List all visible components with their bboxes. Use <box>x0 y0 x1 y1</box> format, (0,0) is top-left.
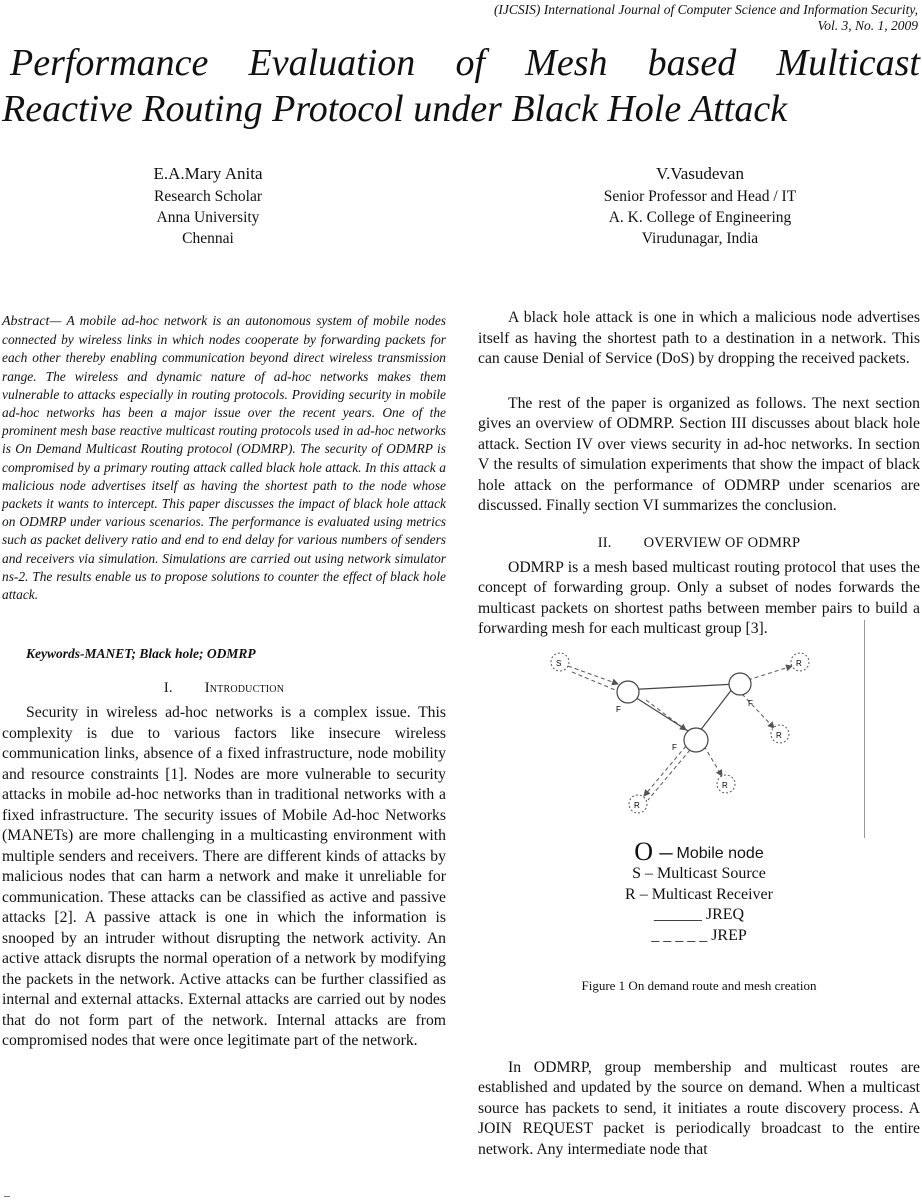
abstract <box>2 312 446 604</box>
author-org: Anna University <box>156 209 260 226</box>
title-line-1: Performance Evaluation of Mesh based Multicast <box>10 42 920 84</box>
author-location: Chennai <box>182 230 234 247</box>
node-label: F <box>748 698 753 708</box>
figure-caption: Figure 1 On demand route and mesh creation <box>581 977 817 993</box>
abstract-lead: Abstract <box>2 314 50 329</box>
footer-mark: – <box>4 1188 10 1202</box>
legend-receiver: R – Multicast Receiver <box>625 885 773 903</box>
jrep-link <box>568 666 618 684</box>
section-number: I. <box>163 680 173 697</box>
network-diagram <box>536 648 826 838</box>
author-role: Research Scholar <box>153 188 263 205</box>
paper-title <box>2 40 920 132</box>
author-block-1 <box>118 162 298 249</box>
left-column <box>2 308 446 1052</box>
jreq-link <box>696 684 736 736</box>
author-name: E.A.Mary Anita <box>153 164 263 183</box>
legend-jreq: ______ JREQ <box>653 906 745 923</box>
forwarding-node <box>729 673 751 695</box>
legend-mobile <box>478 836 920 866</box>
section-heading-overview <box>478 535 920 552</box>
author-role: Senior Professor and Head / IT <box>603 188 797 205</box>
jrep-link <box>748 666 792 680</box>
right-column <box>478 308 920 1160</box>
node-label: S <box>556 658 562 668</box>
black-hole-paragraph: A black hole attack is one in which a malicious node advertises itself as having the shortest path to a destination in a network. This can cause Denial of Service (DoS) by dropping the received packets. <box>478 309 920 367</box>
jrep-link <box>648 750 690 800</box>
keywords: Keywords-MANET; Black hole; ODMRP <box>26 646 256 662</box>
forwarding-node <box>617 681 639 703</box>
node-label: R <box>776 730 782 740</box>
node-label: R <box>722 780 728 790</box>
jrep-link <box>704 746 722 776</box>
jrep-link <box>742 694 774 728</box>
author-location: Virudunagar, India <box>641 230 759 247</box>
abstract-dash: — <box>49 313 62 328</box>
route-discovery-paragraph: In ODMRP, group membership and multicast routes are established and updated by the source on demand. When a multicast source has packets to send, it initiates a route discovery process. A JOIN REQUEST packet is periodically broadcast to the entire network. Any intermediate node that <box>478 1058 920 1158</box>
author-org: A. K. College of Engineering <box>608 209 792 226</box>
figure-border <box>864 620 865 838</box>
node-label: F <box>672 742 677 752</box>
legend-symbol: O – <box>634 836 673 866</box>
legend-source: S – Multicast Source <box>632 865 766 882</box>
jreq-link <box>624 684 736 690</box>
abstract-text: A mobile ad-hoc network is an autonomous system of mobile nodes connected by wireless links in which nodes cooperate by forwarding packets for each other thereby enabling communication beyond direct wireless transmission range. The wireless and dynamic nature of ad-hoc networks makes them vulnerable to attacks especially in routing protocols. Providing security in mobile ad-hoc networks has been a major issue over the recent years. One of the prominent mesh base reactive multicast routing protocols used in ad-hoc networks is On Demand Multicast Routing protocol (ODMRP). The security of ODMRP is compromised by a primary routing attack called black hole attack. In this attack a malicious node advertises itself as having the shortest path to the node whose packets it wants to intercept. This paper discusses the impact of black hole attack on ODMRP under various scenarios. The performance is evaluated using metrics such as packet delivery ratio and end to end delay for various numbers of senders and receivers via simulation. Simulations are carried out using network simulator ns-2. The results enable us to propose solutions to counter the effect of black hole attack. <box>2 313 446 603</box>
title-line-2: Reactive Routing Protocol under Black Hole Attack <box>2 88 788 130</box>
node-label: R <box>796 658 802 668</box>
organization-paragraph: The rest of the paper is organized as follows. The next section gives an overview of ODMRP. Section III discusses about black hole attack. Section IV over views security in ad-hoc networks. In section V the results of simulation experiments that show the impact of black hole attack on the performance of ODMRP under scenarios are discussed. Finally section VI summarizes the conclusion. <box>478 394 920 514</box>
journal-header <box>318 2 918 34</box>
odmrp-paragraph: ODMRP is a mesh based multicast routing protocol that uses the concept of forwarding group. Only a subset of nodes forwards the multicast packets on shortest paths between member pairs to build a forwarding mesh for each multicast group [3]. <box>478 558 920 637</box>
section-number: II. <box>597 534 612 551</box>
figure-legend <box>478 836 920 947</box>
author-name: V.Vasudevan <box>656 164 744 183</box>
section-title: OVERVIEW OF ODMRP <box>643 534 801 551</box>
jrep-link <box>646 700 686 730</box>
section-title: Introduction <box>204 680 285 697</box>
legend-mobile-label: Mobile node <box>676 844 764 862</box>
jrep-link <box>572 672 620 692</box>
node-label: R <box>634 800 640 810</box>
author-block-2 <box>550 162 850 249</box>
forwarding-node <box>684 728 708 752</box>
node-label: F <box>616 704 621 714</box>
journal-name: (IJCSIS) International Journal of Computer Science and Information Security, <box>493 2 918 17</box>
figure-1 <box>478 648 920 1058</box>
section-heading-introduction <box>2 680 446 697</box>
introduction-paragraph: Security in wireless ad-hoc networks is a complex issue. This complexity is due to various factors like insecure wireless communication links, absence of a fixed infrastructure, node mobility and resource constraints [1]. Nodes are more vulnerable to security attacks in mobile ad-hoc networks than in traditional networks with a fixed infrastructure. The security issues of Mobile Ad-hoc Networks (MANETs) are more challenging in a multicasting environment with multiple senders and receivers. There are different kinds of attacks by malicious nodes that can harm a network and make it unreliable for communication. These attacks can be classified as active and passive attacks [2]. A passive attack is one in which the information is snooped by an intruder without disrupting the network activity. An active attack disrupts the normal operation of a network by modifying the packets in the network. Active attacks can be further classified as internal and external attacks. External attacks are carried out by nodes that do not form part of the network. Internal attacks are from compromised nodes that were once legitimate part of the network. <box>2 704 446 1050</box>
journal-volume: Vol. 3, No. 1, 2009 <box>817 18 918 33</box>
jrep-link <box>644 746 686 796</box>
legend-jrep: _ _ _ _ _ JREP <box>651 926 747 944</box>
